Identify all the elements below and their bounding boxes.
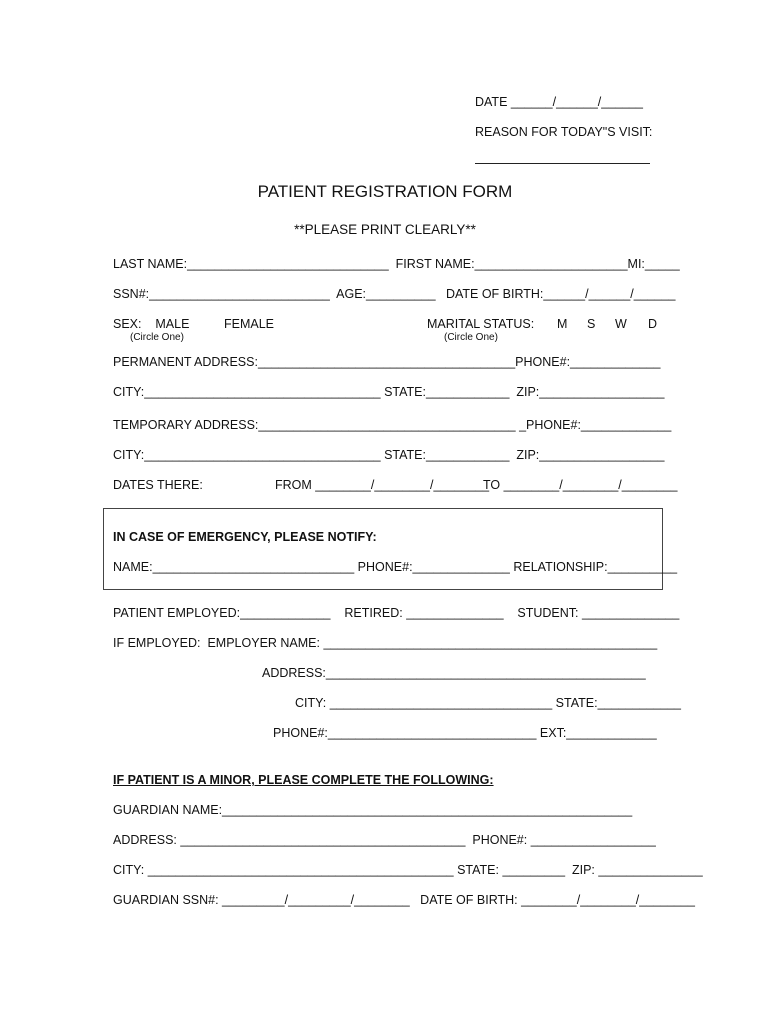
employer-address-line[interactable]: ADDRESS:______________________________________________	[262, 666, 646, 680]
employment-status-line[interactable]: PATIENT EMPLOYED:_____________ RETIRED: ______________ STUDENT: ______________	[113, 606, 680, 620]
guardian-city-line[interactable]: CITY: ____________________________________________ STATE: _________ ZIP: _______________	[113, 863, 703, 877]
employer-phone-line[interactable]: PHONE#:______________________________ EXT:_____________	[273, 726, 657, 740]
sex-male-option[interactable]: SEX: MALE	[113, 317, 190, 331]
temporary-city-line[interactable]: CITY:__________________________________ STATE:____________ ZIP:__________________	[113, 448, 665, 462]
marital-option-s[interactable]: S	[587, 317, 596, 331]
employer-name-line[interactable]: IF EMPLOYED: EMPLOYER NAME: ________________________________________________	[113, 636, 658, 650]
dates-from-field[interactable]: FROM ________/________/________	[275, 478, 490, 492]
marital-circle-one-note: (Circle One)	[444, 332, 498, 343]
form-subtitle: **PLEASE PRINT CLEARLY**	[294, 222, 476, 237]
emergency-contact-line[interactable]: NAME:_____________________________ PHONE#:______________ RELATIONSHIP:__________	[113, 560, 678, 574]
sex-circle-one-note: (Circle One)	[130, 332, 184, 343]
permanent-address-line[interactable]: PERMANENT ADDRESS:_____________________________________PHONE#:_____________	[113, 355, 661, 369]
reason-label: REASON FOR TODAY"S VISIT:	[475, 125, 653, 139]
temporary-address-line[interactable]: TEMPORARY ADDRESS:_____________________________________ _PHONE#:_____________	[113, 418, 672, 432]
guardian-name-line[interactable]: GUARDIAN NAME:___________________________________________________________	[113, 803, 633, 817]
emergency-contact-box	[103, 508, 663, 590]
guardian-ssn-dob-line[interactable]: GUARDIAN SSN#: _________/_________/________ DATE OF BIRTH: ________/________/________	[113, 893, 695, 907]
dates-to-field[interactable]: TO ________/________/________	[483, 478, 678, 492]
guardian-address-line[interactable]: ADDRESS: _________________________________________ PHONE#: __________________	[113, 833, 656, 847]
sex-female-option[interactable]: FEMALE	[224, 317, 275, 331]
dates-there-label: DATES THERE:	[113, 478, 203, 492]
employer-city-line[interactable]: CITY: ________________________________ STATE:____________	[295, 696, 681, 710]
reason-field[interactable]	[475, 163, 650, 164]
ssn-age-dob-line[interactable]: SSN#:__________________________ AGE:__________ DATE OF BIRTH:______/______/______	[113, 287, 676, 301]
emergency-heading: IN CASE OF EMERGENCY, PLEASE NOTIFY:	[113, 530, 377, 544]
marital-option-d[interactable]: D	[648, 317, 658, 331]
date-field[interactable]: DATE ______/______/______	[475, 95, 643, 109]
marital-option-m[interactable]: M	[557, 317, 568, 331]
form-title: PATIENT REGISTRATION FORM	[257, 182, 513, 201]
minor-heading: IF PATIENT IS A MINOR, PLEASE COMPLETE THE FOLLOWING:	[113, 773, 494, 787]
name-line[interactable]: LAST NAME:_____________________________ FIRST NAME:______________________MI:_____	[113, 257, 680, 271]
marital-status-label: MARITAL STATUS:	[427, 317, 535, 331]
permanent-city-line[interactable]: CITY:__________________________________ STATE:____________ ZIP:__________________	[113, 385, 665, 399]
marital-option-w[interactable]: W	[615, 317, 627, 331]
